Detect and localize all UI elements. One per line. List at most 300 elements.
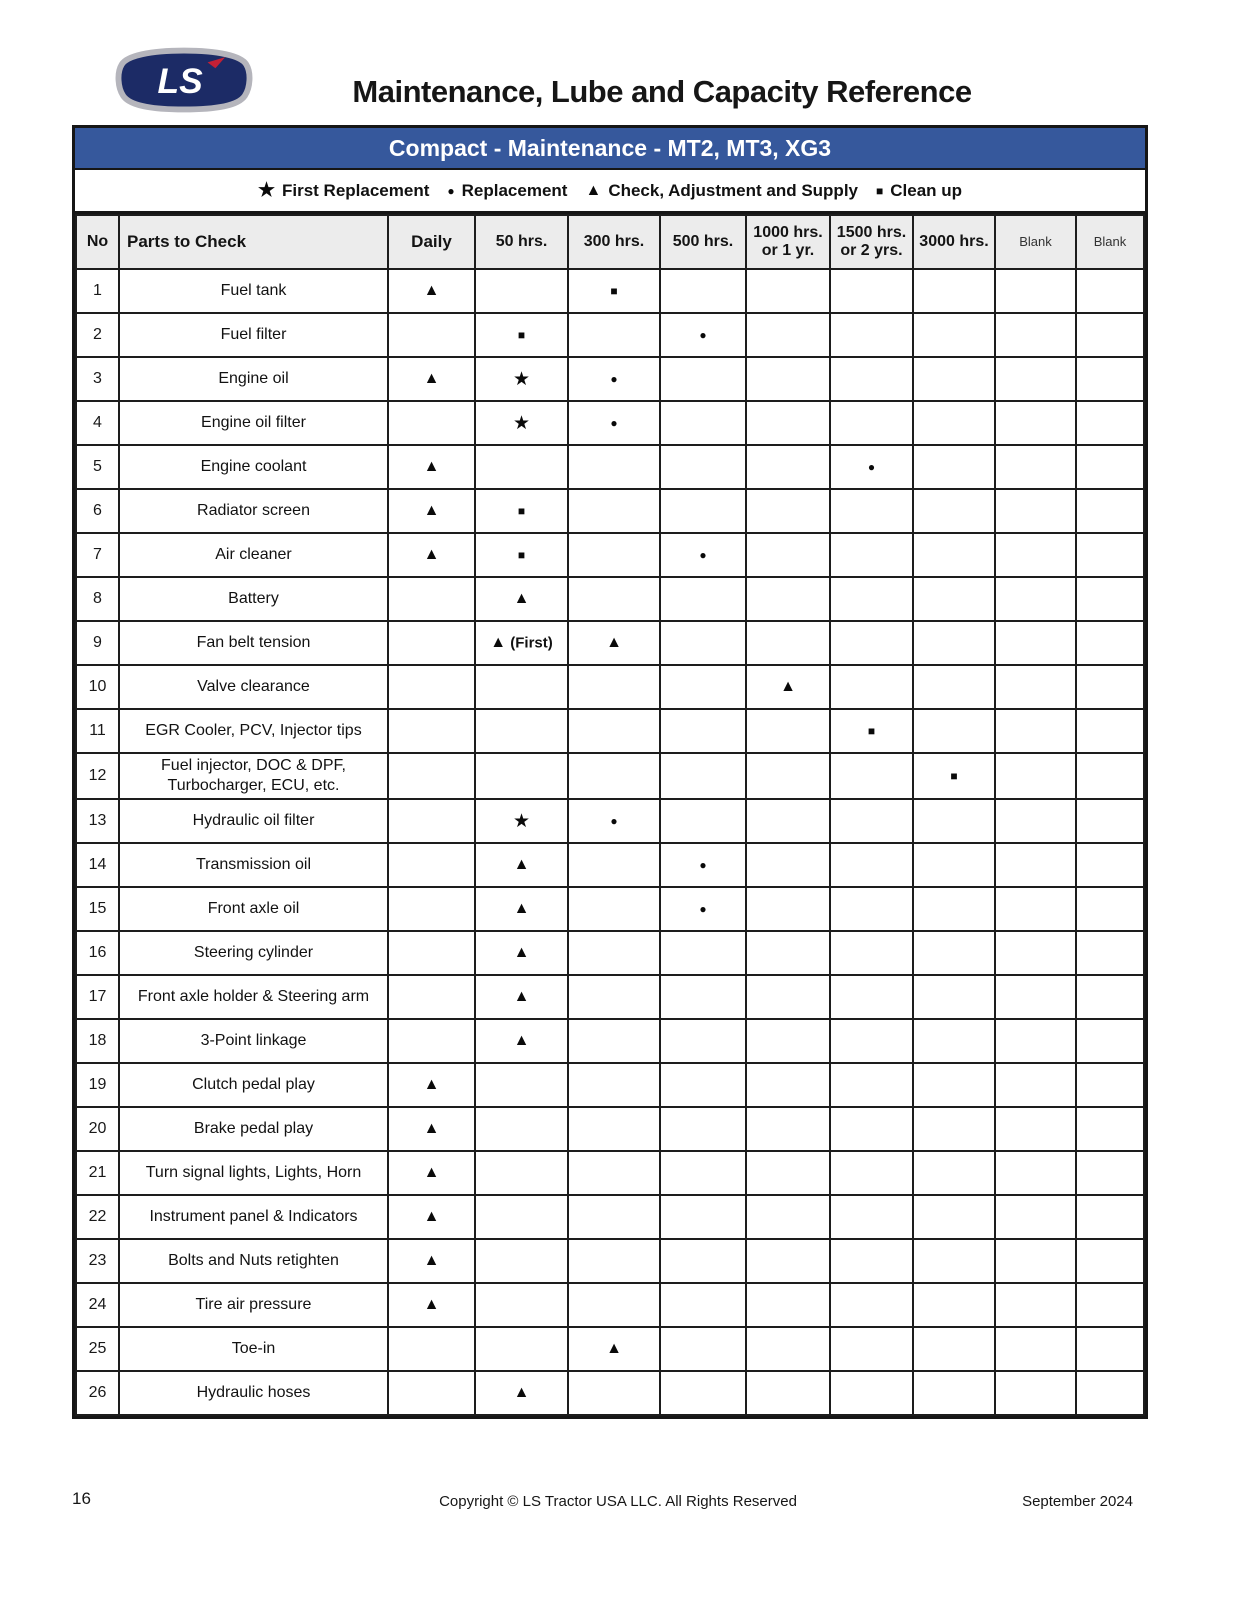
cell-schedule <box>568 799 660 843</box>
cell-row-number: 1 <box>76 269 119 313</box>
table-header-row <box>76 215 1144 269</box>
cell-schedule <box>995 799 1076 843</box>
cell-schedule <box>746 401 830 445</box>
cell-schedule <box>913 269 995 313</box>
cell-schedule <box>995 1151 1076 1195</box>
legend-symbol-icon: ★ <box>257 180 275 201</box>
cell-schedule <box>660 401 746 445</box>
schedule-symbol-icon: ▲ <box>423 281 440 299</box>
cell-schedule <box>995 1327 1076 1371</box>
table-row <box>76 1195 1144 1239</box>
cell-schedule <box>1076 445 1144 489</box>
schedule-symbol-icon: ● <box>610 415 618 430</box>
cell-schedule <box>475 665 568 709</box>
cell-schedule <box>995 1239 1076 1283</box>
cell-schedule <box>568 931 660 975</box>
cell-schedule <box>660 269 746 313</box>
cell-row-number: 24 <box>76 1283 119 1327</box>
cell-schedule <box>1076 533 1144 577</box>
cell-part-name: Instrument panel & Indicators <box>119 1195 388 1239</box>
table-row <box>76 357 1144 401</box>
cell-schedule <box>830 1371 913 1415</box>
column-header: Blank <box>1076 215 1144 269</box>
cell-schedule <box>995 1063 1076 1107</box>
cell-schedule <box>475 357 568 401</box>
schedule-symbol-icon: ▲ <box>513 1383 530 1401</box>
schedule-symbol-icon: ▲ <box>513 987 530 1005</box>
cell-schedule <box>1076 799 1144 843</box>
cell-schedule <box>830 1107 913 1151</box>
cell-schedule <box>1076 313 1144 357</box>
cell-schedule <box>746 1107 830 1151</box>
cell-schedule <box>830 445 913 489</box>
cell-schedule <box>995 975 1076 1019</box>
cell-schedule <box>475 1239 568 1283</box>
schedule-symbol-icon: ▲ <box>513 589 530 607</box>
cell-schedule <box>660 357 746 401</box>
cell-schedule <box>475 533 568 577</box>
cell-schedule <box>660 843 746 887</box>
cell-schedule <box>475 577 568 621</box>
cell-schedule <box>995 665 1076 709</box>
cell-schedule <box>746 269 830 313</box>
cell-schedule <box>1076 1371 1144 1415</box>
schedule-symbol-icon: ▲ <box>513 1031 530 1049</box>
table-row <box>76 665 1144 709</box>
cell-schedule <box>830 269 913 313</box>
cell-schedule <box>388 1283 475 1327</box>
cell-schedule <box>568 1019 660 1063</box>
cell-part-name: Valve clearance <box>119 665 388 709</box>
cell-part-name: 3-Point linkage <box>119 1019 388 1063</box>
cell-schedule <box>913 843 995 887</box>
cell-schedule <box>995 887 1076 931</box>
table-row <box>76 577 1144 621</box>
cell-schedule <box>1076 975 1144 1019</box>
cell-schedule <box>660 1151 746 1195</box>
cell-schedule <box>660 1283 746 1327</box>
cell-part-name: Engine oil filter <box>119 401 388 445</box>
cell-schedule <box>995 489 1076 533</box>
cell-schedule <box>568 753 660 799</box>
cell-schedule <box>1076 1107 1144 1151</box>
cell-schedule <box>568 621 660 665</box>
cell-schedule <box>830 533 913 577</box>
cell-schedule <box>475 975 568 1019</box>
cell-schedule <box>913 887 995 931</box>
cell-schedule <box>388 709 475 753</box>
cell-part-name: Clutch pedal play <box>119 1063 388 1107</box>
table-row <box>76 313 1144 357</box>
maintenance-table-box <box>72 125 1148 1419</box>
cell-schedule <box>830 313 913 357</box>
legend-item <box>447 181 567 201</box>
cell-schedule <box>388 1019 475 1063</box>
column-header: 50 hrs. <box>475 215 568 269</box>
column-header: Parts to Check <box>119 215 388 269</box>
cell-row-number: 2 <box>76 313 119 357</box>
cell-schedule <box>995 753 1076 799</box>
cell-schedule <box>388 1151 475 1195</box>
cell-schedule <box>660 1239 746 1283</box>
cell-schedule <box>746 313 830 357</box>
cell-schedule <box>388 445 475 489</box>
cell-row-number: 4 <box>76 401 119 445</box>
schedule-symbol-icon: ★ <box>512 368 531 390</box>
cell-schedule <box>388 1371 475 1415</box>
cell-schedule <box>913 799 995 843</box>
schedule-symbol-icon: ■ <box>517 547 526 562</box>
cell-schedule <box>913 445 995 489</box>
cell-schedule <box>388 357 475 401</box>
cell-schedule <box>475 489 568 533</box>
schedule-symbol-icon: ▲ <box>513 855 530 873</box>
cell-schedule <box>568 313 660 357</box>
cell-schedule <box>746 753 830 799</box>
column-header: Daily <box>388 215 475 269</box>
cell-schedule <box>746 843 830 887</box>
cell-schedule <box>475 931 568 975</box>
schedule-symbol-icon: ▲ <box>490 633 507 651</box>
cell-row-number: 25 <box>76 1327 119 1371</box>
schedule-symbol-icon: ▲ <box>606 1339 622 1357</box>
cell-schedule <box>913 1019 995 1063</box>
cell-schedule <box>746 1063 830 1107</box>
cell-schedule <box>913 357 995 401</box>
cell-schedule <box>913 1195 995 1239</box>
table-title-bar: Compact - Maintenance - MT2, MT3, XG3 <box>75 128 1145 170</box>
cell-schedule <box>660 753 746 799</box>
schedule-symbol-icon: ▲ <box>423 1163 440 1181</box>
table-row <box>76 1327 1144 1371</box>
legend-symbol-icon: ■ <box>876 183 884 198</box>
cell-schedule <box>995 577 1076 621</box>
schedule-symbol-icon: ▲ <box>423 1075 440 1093</box>
cell-schedule <box>388 621 475 665</box>
cell-schedule <box>568 533 660 577</box>
cell-schedule <box>475 269 568 313</box>
schedule-symbol-icon: ★ <box>512 412 531 434</box>
cell-schedule <box>1076 1151 1144 1195</box>
cell-schedule <box>568 1151 660 1195</box>
cell-schedule <box>746 533 830 577</box>
cell-schedule <box>475 401 568 445</box>
cell-schedule <box>1076 753 1144 799</box>
legend-item <box>258 181 429 201</box>
cell-schedule <box>913 1063 995 1107</box>
cell-schedule <box>660 577 746 621</box>
cell-schedule <box>388 753 475 799</box>
cell-row-number: 10 <box>76 665 119 709</box>
schedule-symbol-note: (First) <box>506 634 553 652</box>
cell-schedule <box>746 931 830 975</box>
cell-row-number: 26 <box>76 1371 119 1415</box>
cell-schedule <box>660 533 746 577</box>
cell-schedule <box>388 269 475 313</box>
cell-schedule <box>913 621 995 665</box>
cell-row-number: 21 <box>76 1151 119 1195</box>
cell-schedule <box>1076 1019 1144 1063</box>
cell-schedule <box>913 709 995 753</box>
cell-schedule <box>995 445 1076 489</box>
cell-schedule <box>660 931 746 975</box>
cell-schedule <box>1076 1195 1144 1239</box>
cell-schedule <box>568 357 660 401</box>
cell-schedule <box>746 1151 830 1195</box>
schedule-symbol-icon: ● <box>699 547 707 562</box>
cell-part-name: Hydraulic hoses <box>119 1371 388 1415</box>
cell-schedule <box>388 1239 475 1283</box>
cell-schedule <box>830 887 913 931</box>
cell-schedule <box>830 489 913 533</box>
cell-schedule <box>660 445 746 489</box>
cell-part-name: Battery <box>119 577 388 621</box>
cell-schedule <box>1076 709 1144 753</box>
cell-schedule <box>1076 489 1144 533</box>
cell-schedule <box>746 1327 830 1371</box>
cell-schedule <box>475 709 568 753</box>
document-title: Maintenance, Lube and Capacity Reference <box>352 74 972 109</box>
cell-schedule <box>475 1063 568 1107</box>
column-header: 3000 hrs. <box>913 215 995 269</box>
column-header: No <box>76 215 119 269</box>
cell-schedule <box>475 1151 568 1195</box>
cell-part-name: Brake pedal play <box>119 1107 388 1151</box>
cell-schedule <box>475 1283 568 1327</box>
cell-part-name: Tire air pressure <box>119 1283 388 1327</box>
cell-schedule <box>830 1151 913 1195</box>
cell-schedule <box>475 621 568 665</box>
cell-schedule <box>1076 577 1144 621</box>
cell-schedule <box>746 887 830 931</box>
cell-schedule <box>388 975 475 1019</box>
cell-schedule <box>568 1371 660 1415</box>
cell-schedule <box>1076 1327 1144 1371</box>
cell-schedule <box>830 1019 913 1063</box>
cell-schedule <box>830 357 913 401</box>
cell-schedule <box>1076 1283 1144 1327</box>
cell-schedule <box>388 843 475 887</box>
cell-schedule <box>475 1327 568 1371</box>
cell-schedule <box>830 709 913 753</box>
cell-schedule <box>913 975 995 1019</box>
schedule-symbol-icon: ▲ <box>423 1119 440 1137</box>
cell-schedule <box>995 269 1076 313</box>
maintenance-grid <box>75 214 1145 1416</box>
cell-schedule <box>388 489 475 533</box>
table-row <box>76 489 1144 533</box>
cell-schedule <box>388 1195 475 1239</box>
legend-symbol-icon: ▲ <box>585 181 602 199</box>
cell-schedule <box>1076 665 1144 709</box>
cell-schedule <box>660 1195 746 1239</box>
table-row <box>76 887 1144 931</box>
schedule-symbol-icon: ▲ <box>423 1207 440 1225</box>
table-row <box>76 1107 1144 1151</box>
table-row <box>76 1283 1144 1327</box>
cell-row-number: 5 <box>76 445 119 489</box>
cell-schedule <box>1076 887 1144 931</box>
cell-schedule <box>660 709 746 753</box>
cell-schedule <box>388 887 475 931</box>
cell-schedule <box>1076 401 1144 445</box>
cell-part-name: EGR Cooler, PCV, Injector tips <box>119 709 388 753</box>
cell-part-name: Fan belt tension <box>119 621 388 665</box>
cell-schedule <box>660 665 746 709</box>
cell-part-name: Toe-in <box>119 1327 388 1371</box>
cell-schedule <box>913 665 995 709</box>
cell-part-name: Turn signal lights, Lights, Horn <box>119 1151 388 1195</box>
cell-schedule <box>475 753 568 799</box>
schedule-symbol-icon: ▲ <box>423 369 440 387</box>
cell-schedule <box>475 313 568 357</box>
cell-schedule <box>475 843 568 887</box>
cell-schedule <box>568 269 660 313</box>
table-row <box>76 533 1144 577</box>
schedule-symbol-icon: ● <box>699 901 707 916</box>
legend-item <box>585 181 858 201</box>
cell-part-name: Steering cylinder <box>119 931 388 975</box>
legend <box>75 170 1145 214</box>
cell-schedule <box>388 1327 475 1371</box>
cell-schedule <box>913 577 995 621</box>
cell-schedule <box>995 709 1076 753</box>
cell-schedule <box>1076 843 1144 887</box>
table-row <box>76 709 1144 753</box>
cell-schedule <box>913 1151 995 1195</box>
schedule-symbol-icon: ● <box>867 459 876 474</box>
cell-row-number: 11 <box>76 709 119 753</box>
cell-schedule <box>913 489 995 533</box>
cell-schedule <box>830 1063 913 1107</box>
schedule-symbol-icon: ■ <box>950 768 958 783</box>
cell-schedule <box>475 1195 568 1239</box>
cell-schedule <box>1076 1063 1144 1107</box>
cell-schedule <box>660 799 746 843</box>
schedule-symbol-icon: ■ <box>517 327 526 342</box>
cell-schedule <box>388 313 475 357</box>
cell-schedule <box>388 1107 475 1151</box>
table-row <box>76 975 1144 1019</box>
cell-schedule <box>660 1327 746 1371</box>
cell-schedule <box>568 1327 660 1371</box>
cell-row-number: 15 <box>76 887 119 931</box>
schedule-symbol-icon: ▲ <box>423 1295 440 1313</box>
cell-schedule <box>830 753 913 799</box>
cell-schedule <box>388 1063 475 1107</box>
cell-schedule <box>568 1195 660 1239</box>
cell-part-name: Air cleaner <box>119 533 388 577</box>
cell-schedule <box>388 931 475 975</box>
schedule-symbol-icon: ● <box>699 327 707 342</box>
schedule-symbol-icon: ▲ <box>513 899 530 917</box>
cell-schedule <box>568 577 660 621</box>
cell-schedule <box>568 1107 660 1151</box>
cell-row-number: 3 <box>76 357 119 401</box>
cell-schedule <box>660 1019 746 1063</box>
schedule-symbol-icon: ■ <box>867 723 876 738</box>
cell-row-number: 12 <box>76 753 119 799</box>
cell-schedule <box>995 401 1076 445</box>
legend-item <box>876 181 962 201</box>
cell-part-name: Radiator screen <box>119 489 388 533</box>
cell-schedule <box>830 799 913 843</box>
cell-schedule <box>746 1195 830 1239</box>
cell-row-number: 16 <box>76 931 119 975</box>
cell-schedule <box>913 1239 995 1283</box>
table-row <box>76 931 1144 975</box>
cell-row-number: 14 <box>76 843 119 887</box>
cell-schedule <box>388 799 475 843</box>
legend-label: Clean up <box>890 180 963 200</box>
cell-schedule <box>660 313 746 357</box>
cell-schedule <box>995 931 1076 975</box>
legend-label: Check, Adjustment and Supply <box>608 180 858 200</box>
table-row <box>76 1063 1144 1107</box>
cell-schedule <box>830 1195 913 1239</box>
cell-schedule <box>746 445 830 489</box>
column-header: 1000 hrs. or 1 yr. <box>746 215 830 269</box>
cell-schedule <box>913 1371 995 1415</box>
cell-schedule <box>568 1283 660 1327</box>
cell-schedule <box>746 1239 830 1283</box>
schedule-symbol-icon: ■ <box>517 503 526 518</box>
cell-part-name: Bolts and Nuts retighten <box>119 1239 388 1283</box>
cell-schedule <box>746 1283 830 1327</box>
table-row <box>76 1371 1144 1415</box>
cell-schedule <box>830 665 913 709</box>
schedule-symbol-icon: ● <box>610 371 618 386</box>
cell-schedule <box>995 843 1076 887</box>
cell-schedule <box>746 665 830 709</box>
cell-schedule <box>830 1283 913 1327</box>
schedule-symbol-icon: ▲ <box>423 545 440 563</box>
cell-schedule <box>660 975 746 1019</box>
schedule-symbol-icon: ▲ <box>606 633 622 651</box>
cell-schedule <box>746 577 830 621</box>
cell-schedule <box>475 1371 568 1415</box>
cell-schedule <box>475 799 568 843</box>
table-row <box>76 753 1144 799</box>
cell-schedule <box>568 1239 660 1283</box>
schedule-symbol-icon: ★ <box>512 810 531 832</box>
cell-row-number: 17 <box>76 975 119 1019</box>
cell-schedule <box>475 445 568 489</box>
cell-schedule <box>568 489 660 533</box>
schedule-symbol-icon: ▲ <box>513 943 530 961</box>
cell-part-name: Fuel filter <box>119 313 388 357</box>
cell-schedule <box>995 1371 1076 1415</box>
schedule-symbol-icon: ▲ <box>423 501 440 519</box>
cell-schedule <box>1076 1239 1144 1283</box>
legend-label: Replacement <box>461 180 568 200</box>
cell-schedule <box>660 489 746 533</box>
cell-schedule <box>660 887 746 931</box>
table-row <box>76 1151 1144 1195</box>
cell-row-number: 13 <box>76 799 119 843</box>
cell-schedule <box>746 489 830 533</box>
cell-schedule <box>660 1063 746 1107</box>
cell-schedule <box>995 1195 1076 1239</box>
cell-schedule <box>568 401 660 445</box>
cell-part-name: Front axle oil <box>119 887 388 931</box>
cell-schedule <box>1076 931 1144 975</box>
cell-schedule <box>995 533 1076 577</box>
cell-schedule <box>830 975 913 1019</box>
column-header: Blank <box>995 215 1076 269</box>
cell-row-number: 8 <box>76 577 119 621</box>
cell-part-name: Transmission oil <box>119 843 388 887</box>
